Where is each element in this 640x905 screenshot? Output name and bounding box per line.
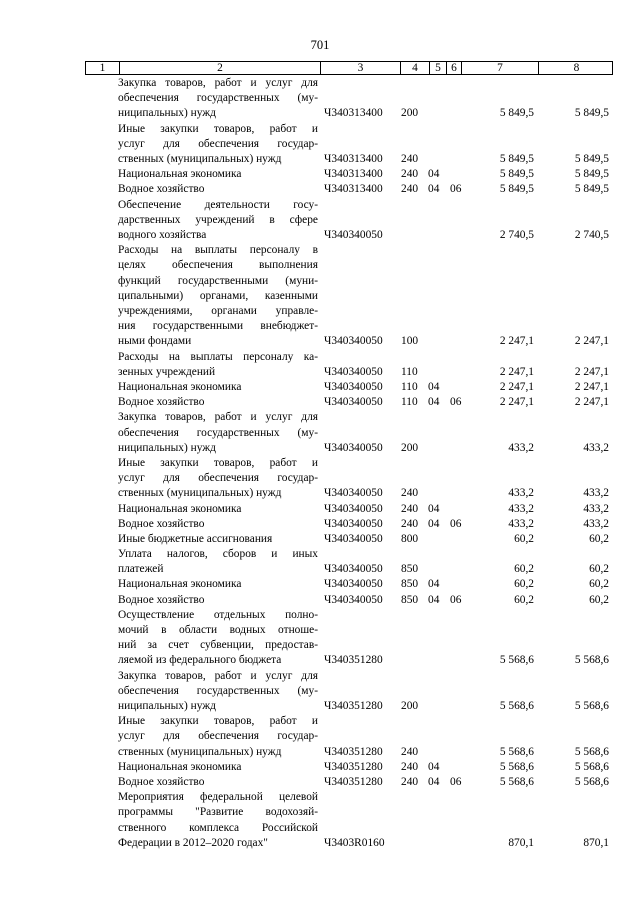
description-line: ственных (муниципальных) нужд xyxy=(118,487,282,500)
amount-col-7: 60,2 xyxy=(514,532,534,545)
target-code: Ч340340050 xyxy=(324,563,383,576)
description-line: Водное хозяйство xyxy=(118,593,205,606)
description-line: Национальная экономика xyxy=(118,380,242,393)
amount-col-7: 5 849,5 xyxy=(499,153,534,165)
target-code: Ч340340050 xyxy=(324,396,383,409)
section-code: 04 xyxy=(428,517,440,530)
row-description xyxy=(118,350,318,380)
table-row xyxy=(0,790,640,851)
expense-type: 200 xyxy=(401,107,419,120)
description-line: Национальная экономика xyxy=(118,502,242,515)
target-code: Ч340340050 xyxy=(324,380,383,393)
description-line: Водное хозяйство xyxy=(118,396,205,409)
expense-type: 240 xyxy=(401,517,419,530)
amount-col-7: 60,2 xyxy=(514,578,534,591)
target-code: Ч340351280 xyxy=(324,654,383,667)
description-line: Иные бюджетные ассигнования xyxy=(118,532,273,545)
description-line: учреждениями, органами управле- xyxy=(118,304,318,317)
description-line: Закупка товаров, работ и услуг для xyxy=(118,77,318,89)
amount-col-7: 433,2 xyxy=(508,487,534,500)
description-line: ний за счет субвенции, предостав- xyxy=(118,639,318,652)
description-line: услуг для обеспечения государ- xyxy=(118,137,318,150)
expense-type: 240 xyxy=(401,183,419,196)
amount-col-8: 2 740,5 xyxy=(574,228,609,241)
description-line: ниципальных) нужд xyxy=(118,441,216,454)
amount-col-7: 433,2 xyxy=(508,517,534,530)
amount-col-8: 433,2 xyxy=(583,517,609,530)
description-line: мочий в области водных отноше- xyxy=(118,624,318,637)
amount-col-7: 870,1 xyxy=(508,836,534,849)
section-code: 04 xyxy=(428,578,440,591)
target-code: Ч340351280 xyxy=(324,776,383,788)
row-description xyxy=(118,593,318,608)
description-line: ственных (муниципальных) нужд xyxy=(118,745,282,758)
amount-col-8: 5 849,5 xyxy=(574,107,609,120)
target-code: Ч3403R0160 xyxy=(324,836,385,849)
subsection-code: 06 xyxy=(450,776,462,788)
table-row xyxy=(0,350,640,380)
target-code: Ч340313400 xyxy=(324,107,383,120)
description-line: Федерации в 2012–2020 годах" xyxy=(118,836,268,849)
target-code: Ч340340050 xyxy=(324,441,383,454)
amount-col-7: 60,2 xyxy=(514,563,534,576)
description-line: ственного комплекса Российской xyxy=(118,821,318,834)
expense-type: 240 xyxy=(401,168,419,181)
row-description xyxy=(118,790,318,851)
description-line: Обеспечение деятельности госу- xyxy=(118,198,318,211)
row-description xyxy=(118,608,318,669)
expense-type: 200 xyxy=(401,441,419,454)
expense-type: 240 xyxy=(401,487,419,500)
expense-type: 850 xyxy=(401,593,419,606)
description-line: Закупка товаров, работ и услуг для xyxy=(118,411,318,424)
table-row xyxy=(0,517,640,532)
description-line: Иные закупки товаров, работ и xyxy=(118,456,318,469)
description-line: функций государственными (муни- xyxy=(118,274,318,287)
description-line: ния государственными внебюджет- xyxy=(118,320,318,333)
amount-col-8: 5 568,6 xyxy=(574,654,609,667)
description-line: услуг для обеспечения государ- xyxy=(118,730,318,743)
table-row xyxy=(0,167,640,182)
expense-type: 200 xyxy=(401,700,419,713)
amount-col-8: 433,2 xyxy=(583,441,609,454)
table-row xyxy=(0,714,640,760)
section-code: 04 xyxy=(428,168,440,181)
description-line: программы "Развитие водохозяй- xyxy=(118,806,318,819)
expense-type: 850 xyxy=(401,563,419,576)
header-col-8: 8 xyxy=(538,62,614,74)
table-row xyxy=(0,669,640,715)
amount-col-8: 5 568,6 xyxy=(574,700,609,713)
amount-col-8: 5 568,6 xyxy=(574,776,609,788)
row-description xyxy=(118,198,318,244)
expense-type: 240 xyxy=(401,502,419,515)
subsection-code: 06 xyxy=(450,396,462,409)
amount-col-8: 60,2 xyxy=(589,532,609,545)
amount-col-8: 2 247,1 xyxy=(574,380,609,393)
amount-col-8: 2 247,1 xyxy=(574,335,609,348)
table-row xyxy=(0,608,640,669)
expense-type: 110 xyxy=(401,380,418,393)
target-code: Ч340340050 xyxy=(324,517,383,530)
row-description xyxy=(118,182,318,197)
row-description xyxy=(118,669,318,715)
description-line: обеспечения государственных (му- xyxy=(118,426,318,439)
table-row xyxy=(0,760,640,775)
row-description xyxy=(118,122,318,168)
table-header-row xyxy=(85,61,613,75)
description-line: Осуществление отдельных полно- xyxy=(118,608,318,621)
description-line: ниципальных) нужд xyxy=(118,107,216,120)
description-line: платежей xyxy=(118,563,164,576)
description-line: Уплата налогов, сборов и иных xyxy=(118,548,318,561)
description-line: Мероприятия федеральной целевой xyxy=(118,791,318,804)
target-code: Ч340340050 xyxy=(324,532,383,545)
amount-col-8: 5 568,6 xyxy=(574,760,609,773)
amount-col-7: 2 247,1 xyxy=(499,396,534,409)
table-row xyxy=(0,775,640,790)
expense-type: 110 xyxy=(401,396,418,409)
row-description xyxy=(118,547,318,577)
table-row xyxy=(0,198,640,244)
section-code: 04 xyxy=(428,593,440,606)
description-line: Водное хозяйство xyxy=(118,517,205,530)
table-row xyxy=(0,456,640,502)
amount-col-7: 433,2 xyxy=(508,502,534,515)
header-col-1: 1 xyxy=(99,62,106,74)
description-line: Национальная экономика xyxy=(118,760,242,773)
amount-col-7: 5 568,6 xyxy=(499,654,534,667)
target-code: Ч340351280 xyxy=(324,745,383,758)
target-code: Ч340313400 xyxy=(324,183,383,196)
section-code: 04 xyxy=(428,396,440,409)
description-line: дарственных учреждений в сфере xyxy=(118,213,318,226)
section-code: 04 xyxy=(428,776,440,788)
row-description xyxy=(118,456,318,502)
expense-type: 100 xyxy=(401,335,419,348)
description-line: Водное хозяйство xyxy=(118,183,205,196)
amount-col-8: 433,2 xyxy=(583,502,609,515)
table-row xyxy=(0,593,640,608)
description-line: ляемой из федерального бюджета xyxy=(118,654,282,667)
description-line: зенных учреждений xyxy=(118,365,216,378)
description-line: ными фондами xyxy=(118,335,192,348)
amount-col-7: 5 568,6 xyxy=(499,700,534,713)
description-line: Иные закупки товаров, работ и xyxy=(118,715,318,728)
description-line: ципальными) органами, казенными xyxy=(118,289,318,302)
amount-col-8: 60,2 xyxy=(589,578,609,591)
description-line: Иные закупки товаров, работ и xyxy=(118,122,318,135)
amount-col-7: 2 247,1 xyxy=(499,335,534,348)
amount-col-8: 5 568,6 xyxy=(574,745,609,758)
expense-type: 240 xyxy=(401,745,419,758)
description-line: Закупка товаров, работ и услуг для xyxy=(118,669,318,682)
expense-type: 850 xyxy=(401,578,419,591)
amount-col-8: 5 849,5 xyxy=(574,168,609,181)
target-code: Ч340340050 xyxy=(324,365,383,378)
description-line: услуг для обеспечения государ- xyxy=(118,472,318,485)
target-code: Ч340351280 xyxy=(324,700,383,713)
expense-type: 110 xyxy=(401,365,418,378)
table-row xyxy=(0,410,640,456)
target-code: Ч340340050 xyxy=(324,593,383,606)
row-description xyxy=(118,243,318,349)
row-description xyxy=(118,76,318,122)
amount-col-7: 5 849,5 xyxy=(499,107,534,120)
header-col-7: 7 xyxy=(461,62,538,74)
table-row xyxy=(0,122,640,168)
subsection-code: 06 xyxy=(450,517,462,530)
amount-col-7: 60,2 xyxy=(514,593,534,606)
section-code: 04 xyxy=(428,380,440,393)
row-description xyxy=(118,167,318,182)
row-description xyxy=(118,502,318,517)
description-line: водного хозяйства xyxy=(118,228,207,241)
expense-type: 800 xyxy=(401,532,419,545)
target-code: Ч340313400 xyxy=(324,153,383,165)
amount-col-7: 5 568,6 xyxy=(499,760,534,773)
amount-col-8: 60,2 xyxy=(589,593,609,606)
target-code: Ч340340050 xyxy=(324,228,383,241)
target-code: Ч340340050 xyxy=(324,578,383,591)
amount-col-8: 2 247,1 xyxy=(574,396,609,409)
amount-col-7: 5 849,5 xyxy=(499,168,534,181)
section-code: 04 xyxy=(428,183,440,196)
row-description xyxy=(118,380,318,395)
section-code: 04 xyxy=(428,760,440,773)
expense-type: 240 xyxy=(401,776,419,788)
amount-col-7: 2 247,1 xyxy=(499,380,534,393)
row-description xyxy=(118,577,318,592)
table-row xyxy=(0,76,640,122)
row-description xyxy=(118,714,318,760)
header-col-4: 4 xyxy=(400,62,429,74)
description-line: целях обеспечения выполнения xyxy=(118,259,318,272)
amount-col-8: 5 849,5 xyxy=(574,183,609,196)
amount-col-8: 870,1 xyxy=(583,836,609,849)
row-description xyxy=(118,517,318,532)
page-number: 701 xyxy=(310,38,330,52)
table-row xyxy=(0,532,640,547)
amount-col-8: 60,2 xyxy=(589,563,609,576)
target-code: Ч340340050 xyxy=(324,487,383,500)
amount-col-7: 5 568,6 xyxy=(499,776,534,788)
amount-col-7: 2 247,1 xyxy=(499,365,534,378)
header-col-3: 3 xyxy=(320,62,400,74)
target-code: Ч340351280 xyxy=(324,760,383,773)
table-row xyxy=(0,547,640,577)
amount-col-7: 2 740,5 xyxy=(499,228,534,241)
description-line: Национальная экономика xyxy=(118,168,242,181)
amount-col-7: 433,2 xyxy=(508,441,534,454)
table-row xyxy=(0,380,640,395)
table-row xyxy=(0,577,640,592)
header-col-6: 6 xyxy=(446,62,461,74)
table-body xyxy=(0,76,640,851)
target-code: Ч340340050 xyxy=(324,502,383,515)
subsection-code: 06 xyxy=(450,593,462,606)
description-line: ственных (муниципальных) нужд xyxy=(118,152,282,165)
row-description xyxy=(118,775,318,790)
row-description xyxy=(118,760,318,775)
section-code: 04 xyxy=(428,502,440,515)
amount-col-8: 2 247,1 xyxy=(574,365,609,378)
table-row xyxy=(0,395,640,410)
expense-type: 240 xyxy=(401,760,419,773)
row-description xyxy=(118,395,318,410)
expense-type: 240 xyxy=(401,153,419,165)
target-code: Ч340340050 xyxy=(324,335,383,348)
description-line: Расходы на выплаты персоналу ка- xyxy=(118,350,318,363)
header-col-5: 5 xyxy=(429,62,446,74)
amount-col-8: 433,2 xyxy=(583,487,609,500)
header-col-2: 2 xyxy=(119,62,320,74)
amount-col-7: 5 568,6 xyxy=(499,745,534,758)
description-line: обеспечения государственных (му- xyxy=(118,684,318,697)
subsection-code: 06 xyxy=(450,183,462,196)
table-row xyxy=(0,502,640,517)
table-row xyxy=(0,182,640,197)
description-line: Расходы на выплаты персоналу в xyxy=(118,244,318,257)
description-line: обеспечения государственных (му- xyxy=(118,92,318,105)
description-line: Водное хозяйство xyxy=(118,776,205,788)
row-description xyxy=(118,532,318,547)
amount-col-8: 5 849,5 xyxy=(574,153,609,165)
row-description xyxy=(118,410,318,456)
table-row xyxy=(0,243,640,349)
target-code: Ч340313400 xyxy=(324,168,383,181)
description-line: Национальная экономика xyxy=(118,578,242,591)
description-line: ниципальных) нужд xyxy=(118,700,216,712)
amount-col-7: 5 849,5 xyxy=(499,183,534,196)
